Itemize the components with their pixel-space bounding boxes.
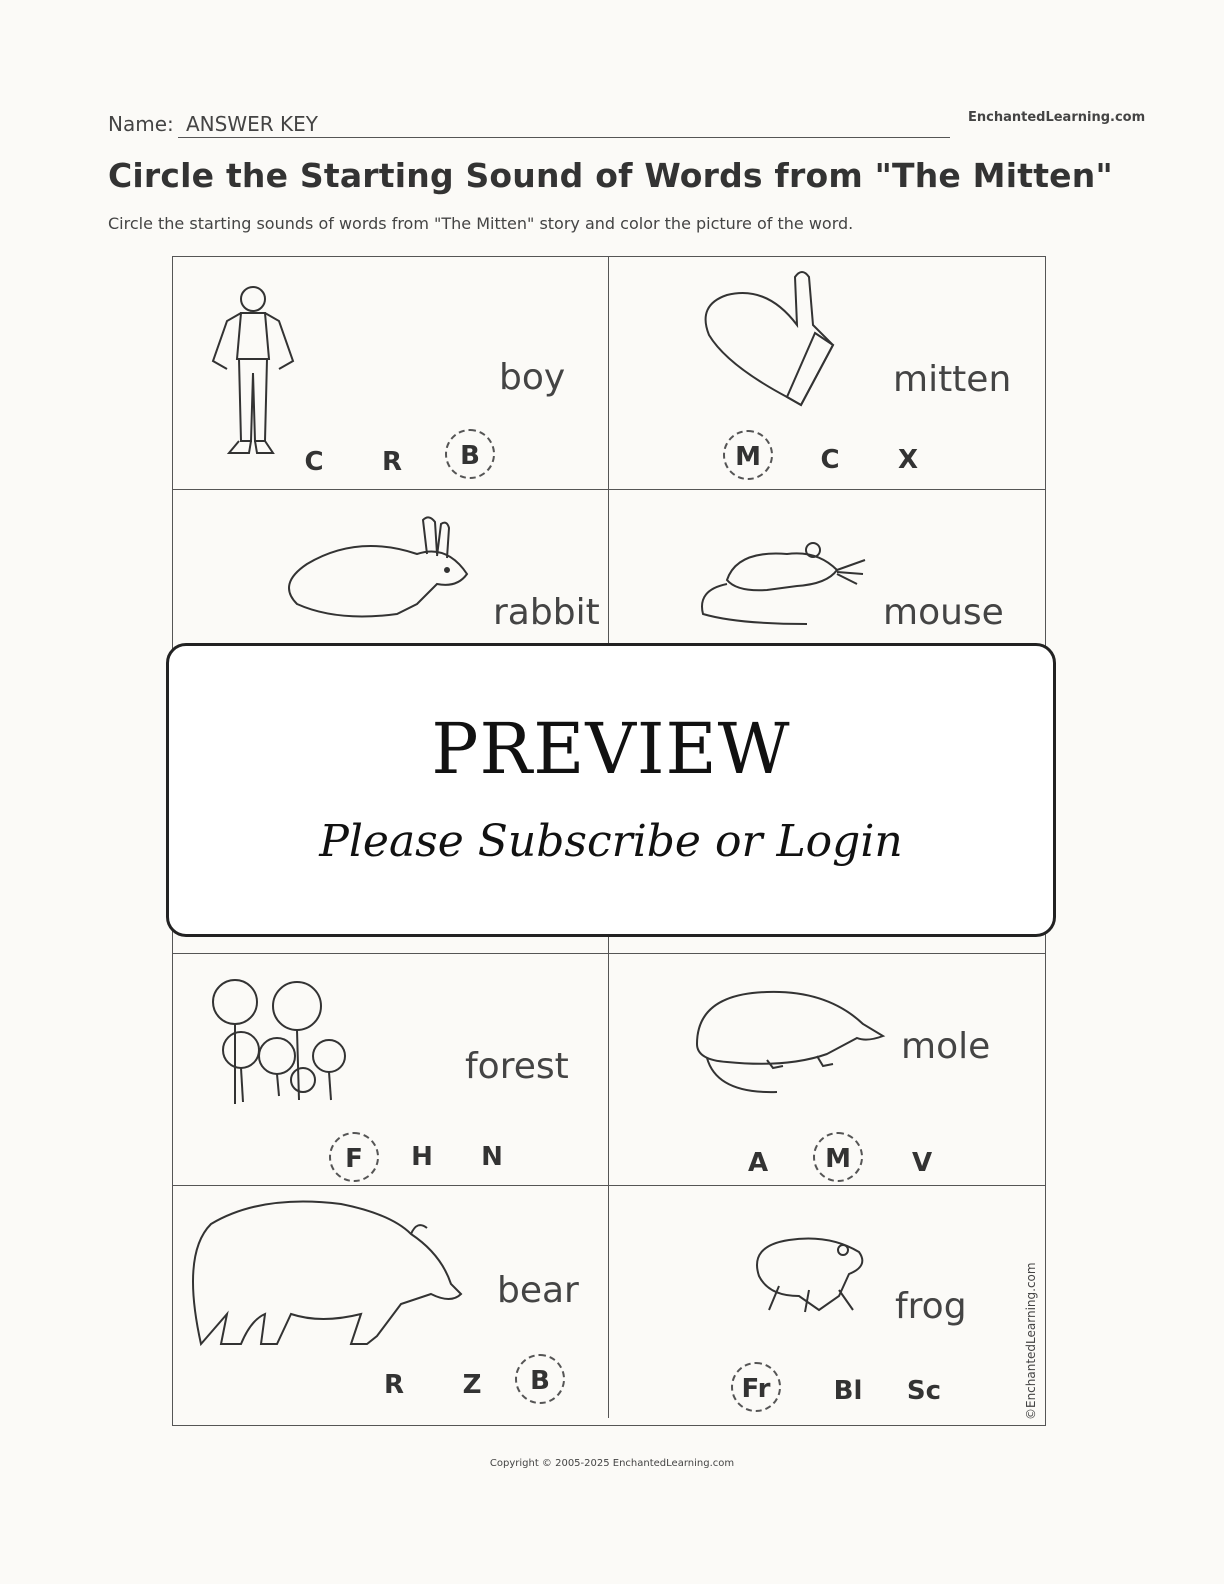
letter-choice[interactable]: A [747,1148,769,1178]
mitten-icon [697,265,847,415]
preview-title: PREVIEW [431,708,791,790]
mouse-icon [697,540,867,630]
site-logo[interactable]: EnchantedLearning.com [968,110,1146,125]
footer-copyright: Copyright © 2005-2025 EnchantedLearning.com [489,1458,735,1469]
cell-mole [608,953,1045,1186]
letter-choice[interactable]: V [911,1148,933,1178]
name-field: ANSWER KEY [178,112,950,138]
letter-choice[interactable]: C [304,447,324,477]
bear-icon [181,1194,471,1354]
name-label: Name: [108,112,174,136]
letter-choice[interactable]: N [481,1142,503,1172]
cell-mitten [608,257,1045,490]
letter-choice[interactable]: Sc [906,1376,942,1406]
letter-choice-answer[interactable]: Fr [731,1362,781,1412]
mole-icon [687,984,887,1104]
letter-choice-answer[interactable]: M [723,430,773,480]
letter-choice[interactable]: X [897,445,919,475]
boy-icon [203,281,303,471]
letter-choice[interactable]: C [820,445,840,475]
letter-choice[interactable]: R [381,447,403,477]
word-label: frog [895,1286,967,1327]
word-label: mole [901,1026,991,1067]
rabbit-icon [277,514,477,624]
frog-icon [749,1226,869,1316]
forest-icon [207,976,357,1106]
letter-choice[interactable]: Z [462,1370,482,1400]
cell-frog [608,1185,1045,1418]
cell-forest [173,953,610,1186]
word-label: mouse [883,592,1004,633]
cell-bear [173,1185,610,1418]
word-label: boy [499,357,566,398]
letter-choice-answer[interactable]: B [515,1354,565,1404]
subscribe-login-link[interactable]: Please Subscribe or Login [319,816,903,867]
word-label: rabbit [493,592,600,633]
letter-choice[interactable]: R [383,1370,405,1400]
word-label: bear [497,1270,579,1311]
letter-choice[interactable]: H [411,1142,433,1172]
cell-boy [173,257,610,490]
word-label: mitten [893,359,1012,400]
instructions: Circle the starting sounds of words from "The Mitten" story and color the picture of the word. [108,214,854,233]
letter-choice-answer[interactable]: B [445,429,495,479]
letter-choice-answer[interactable]: F [329,1132,379,1182]
side-copyright: ©EnchantedLearning.com [1024,1262,1038,1420]
preview-overlay[interactable] [166,643,1056,937]
letter-choice-answer[interactable]: M [813,1132,863,1182]
word-label: forest [465,1046,569,1087]
letter-choice[interactable]: Bl [833,1376,863,1406]
page-title: Circle the Starting Sound of Words from "The Mitten" [108,156,1113,195]
